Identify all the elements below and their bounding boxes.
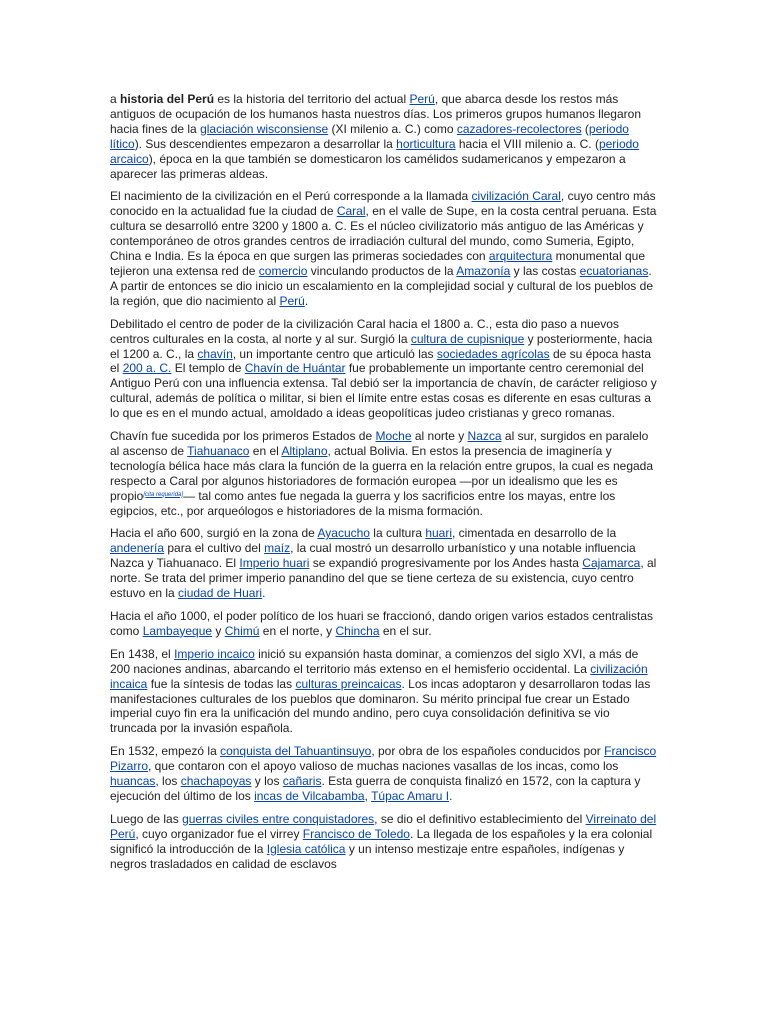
paragraph [110,812,658,872]
link-iglesia-catolica[interactable]: Iglesia católica [266,841,346,856]
paragraph-text: y posteriormente, hacia el 1200 a. C., la [110,331,653,361]
link-amazonia[interactable]: Amazonía [456,263,511,278]
paragraph-text: , se dio el definitivo establecimiento del [374,811,586,826]
link-200-a-c[interactable]: 200 a. C. [122,361,172,376]
paragraph-text: El templo de [171,361,245,376]
link-chincha[interactable]: Chincha [335,623,380,638]
link-nazca[interactable]: Nazca [467,429,502,444]
paragraph-text: se expandió progresivamente por los Andes hasta [309,556,583,571]
paragraph-text: — tal como antes fue negada la guerra y los sacrificios entre los mayas, entre los egipcios, etc., por arqueólogos e historiadores de la misma formación. [110,488,616,518]
link-cajamarca[interactable]: Cajamarca [582,556,641,571]
paragraph-text: . Los incas adoptaron y desarrollaron todas las manifestaciones culturales de los pueblos que dominaron. Su mérito principal fue crear un Estado imperial cuyo fin era la unificación del mundo andino, pero cuya consolidación definitiva se vio truncada por la invasión española. [110,676,651,736]
paragraph-text: , al norte. Se trata del primer imperio panandino del que se tiene certeza de su existencia, cuyo centro estuvo en la [110,556,657,601]
paragraph-text: al norte y [411,429,468,444]
paragraph-text: , que abarca desde los restos más antiguos de ocupación de los humanos hasta nuestros días. Los primeros grupos humanos llegaron hacia fines de la [110,92,641,136]
paragraph-text: , que contaron con el apoyo valioso de muchas naciones vasallas de los incas, como los [148,759,619,774]
link-ecuatorianas[interactable]: ecuatorianas [579,263,649,278]
paragraph-text: . [262,586,266,601]
link-imperio-incaico[interactable]: Imperio incaico [174,646,255,661]
link-virreinato-del-peru[interactable]: Virreinato del Perú [110,811,657,841]
link-arquitectura[interactable]: arquitectura [488,249,553,264]
paragraph-text: en el [249,443,282,458]
link-tiahuanaco[interactable]: Tiahuanaco [187,443,250,458]
paragraph-text: ). Sus descendientes empezaron a desarrollar la [134,136,397,151]
link-tupac-amaru-i[interactable]: Túpac Amaru I [371,788,450,803]
paragraph-text: , cimentada en desarrollo de la [452,526,617,541]
paragraph-text: El nacimiento de la civilización en el Perú corresponde a la llamada [110,189,472,204]
paragraph-text: vinculando productos de la [307,263,457,278]
paragraph-text: . Esta guerra de conquista finalizó en 1572, con la captura y ejecución del último de los [110,774,641,803]
paragraph-text: . A partir de entonces se dio inicio un escalamiento en la complejidad social y cultural de los pueblos de la región, que dio nacimiento al [110,263,653,308]
paragraph-text: , un importante centro que articuló las [232,346,437,361]
link-lambayeque[interactable]: Lambayeque [142,623,213,638]
paragraph-text: En 1438, el [110,646,175,661]
paragraph-text: y los [251,774,283,789]
paragraph-text: inició su expansión hasta dominar, a comienzos del siglo XVI, a más de 200 naciones andinas, abarcando el territorio más extenso en el hemisferio occidental. La [110,646,639,676]
link-caral[interactable]: Caral [336,204,366,219]
paragraph-text: , cuyo centro más conocido en la actualidad fue la ciudad de [110,189,656,219]
link-cazadores-recolectores[interactable]: cazadores-recolectores [456,121,582,136]
link-chachapoyas[interactable]: chachapoyas [180,774,252,789]
link-civilizacion-caral[interactable]: civilización Caral [471,189,561,204]
paragraph-text: ), época en la que también se domesticaron los camélidos sudamericanos y empezaron a aparecer las primeras aldeas. [110,151,626,181]
paragraph-text: , cuyo organizador fue el virrey [135,826,303,841]
paragraph-text: a [110,92,121,106]
paragraph-text: ( [581,121,589,136]
paragraph-text: fue la síntesis de todas las [147,676,296,691]
article-body [110,92,658,880]
paragraph [110,189,658,308]
link-cultura-de-cupisnique[interactable]: cultura de cupisnique [410,331,525,346]
paragraph-text: , la cual mostró un desarrollo urbanístico y una notable influencia Nazca y Tiahuanaco. El [110,541,636,571]
paragraph-text: monumental que tejieron una extensa red de [110,249,646,278]
link-sociedades-agricolas[interactable]: sociedades agrícolas [436,346,550,361]
paragraph-text: para el cultivo del [164,541,265,556]
link-periodo-litico[interactable]: periodo lítico [110,121,629,151]
link-chimu[interactable]: Chimú [224,623,260,638]
paragraph [110,526,658,601]
link-moche[interactable]: Moche [375,429,412,444]
paragraph-text: , actual Bolivia. En estos la presencia de imaginería y tecnología bélica hace más clara la función de la guerra en la relación entre grupos, la cual es negada respecto a Caral por algunos historiadores de formación europea —por un idealismo que les es propio [110,443,654,503]
link-peru[interactable]: Perú [409,92,435,106]
paragraph-text: al sur, surgidos en paralelo al ascenso de [110,429,649,458]
paragraph-text: fue probablemente un importante centro ceremonial del Antiguo Perú con una influencia extensa. Tal debió ser la importancia de chavín, de carácter religioso y cultural, además de política o militar, si bien el límite entre estas cosas es diferente en esas culturas a lo que es en el mundo actual, amoldado a ideas geopolíticas judeo cristianas y greco romanas. [110,361,657,421]
paragraph-text: y [212,623,225,638]
paragraph-text: , por obra de los españoles conducidos por [371,744,605,759]
paragraph-text: en el norte, y [259,623,336,638]
paragraph-text: , los [155,774,181,789]
link-glaciacion-wisconsiense[interactable]: glaciación wisconsiense [200,121,329,136]
paragraph-text: . [449,788,453,803]
link-horticultura[interactable]: horticultura [396,136,456,151]
link-culturas-preincaicas[interactable]: culturas preincaicas [295,676,402,691]
link-periodo-arcaico[interactable]: periodo arcaico [110,136,639,166]
link-huancas[interactable]: huancas [110,774,156,789]
link-maiz[interactable]: maíz [264,541,291,556]
paragraph [110,609,658,639]
paragraph-text: es la historia del territorio del actual [214,92,410,106]
paragraph-text: Luego de las [110,811,183,826]
citation-needed-note [143,492,183,498]
paragraph [110,647,658,736]
link-conquista-del-tahuantinsuyo[interactable]: conquista del Tahuantinsuyo [220,744,372,759]
paragraph [110,92,658,181]
paragraph-text: Chavín fue sucedida por los primeros Estados de [110,429,376,444]
link-huari[interactable]: huari [425,526,453,541]
link-civilizacion-incaica[interactable]: civilización incaica [110,661,648,691]
paragraph-text: hacia el VIII milenio a. C. ( [455,136,599,151]
link-ciudad-de-huari[interactable]: ciudad de Huari [178,586,263,601]
link-ayacucho[interactable]: Ayacucho [317,526,370,541]
link-comercio[interactable]: comercio [258,263,308,278]
paragraph-text: en el sur. [379,623,432,638]
paragraph-text: (XI milenio a. C.) como [328,121,457,136]
link-francisco-de-toledo[interactable]: Francisco de Toledo [302,826,410,841]
link-canaris[interactable]: cañaris [282,774,322,789]
paragraph-text: la cultura [369,526,426,541]
paragraph-text: de su época hasta el [110,346,652,376]
bold-term: historia del Perú [120,92,215,106]
link-chavin[interactable]: chavín [197,346,233,361]
paragraph-text: Debilitado el centro de poder de la civilización Caral hacia el 1800 a. C., esta dio paso a nuevos centros culturales en la costa, al norte y al sur. Surgió la [110,316,619,346]
paragraph-text: En 1532, empezó la [110,744,221,759]
paragraph [110,744,658,804]
link-francisco-pizarro[interactable]: Francisco Pizarro [110,744,657,774]
link-guerras-civiles-entre-conquistadores[interactable]: guerras civiles entre conquistadores [182,811,375,826]
link-incas-de-vilcabamba[interactable]: incas de Vilcabamba [254,788,365,803]
link-imperio-huari[interactable]: Imperio huari [239,556,310,571]
paragraph-text: y un intenso mestizaje entre españoles, indígenas y negros trasladados en calidad de esclavos [110,841,625,871]
paragraph-text: , en el valle de Supe, en la costa central peruana. Esta cultura se desarrolló entre 3200 y 1800 a. C. Es el núcleo civilizatorio más antiguo de las Américas y contemporáneo de otros grandes centros de irradiación cultural del mundo, como Sumeria, Egipto, China e India. Es la época en que surgen las primeras sociedades con [110,204,657,264]
paragraph-text: Hacia el año 1000, el poder político de los huari se fraccionó, dando origen varios estados centralistas como [110,609,653,638]
paragraph-text: , [364,788,372,803]
link-altiplano[interactable]: Altiplano [281,443,328,458]
paragraph-text: . [304,293,309,308]
link-peru[interactable]: Perú [279,293,305,308]
paragraph [110,317,658,421]
paragraph-text: . La llegada de los españoles y la era colonial significó la introducción de la [110,826,653,856]
citation-needed-link[interactable]: [cita requerida] [143,491,184,498]
link-chavin-de-huantar[interactable]: Chavín de Huántar [244,361,346,376]
paragraph-text: Hacia el año 600, surgió en la zona de [110,526,318,541]
link-andeneria[interactable]: andenería [110,541,165,556]
paragraph-text: y las costas [510,263,580,278]
paragraph [110,429,658,518]
